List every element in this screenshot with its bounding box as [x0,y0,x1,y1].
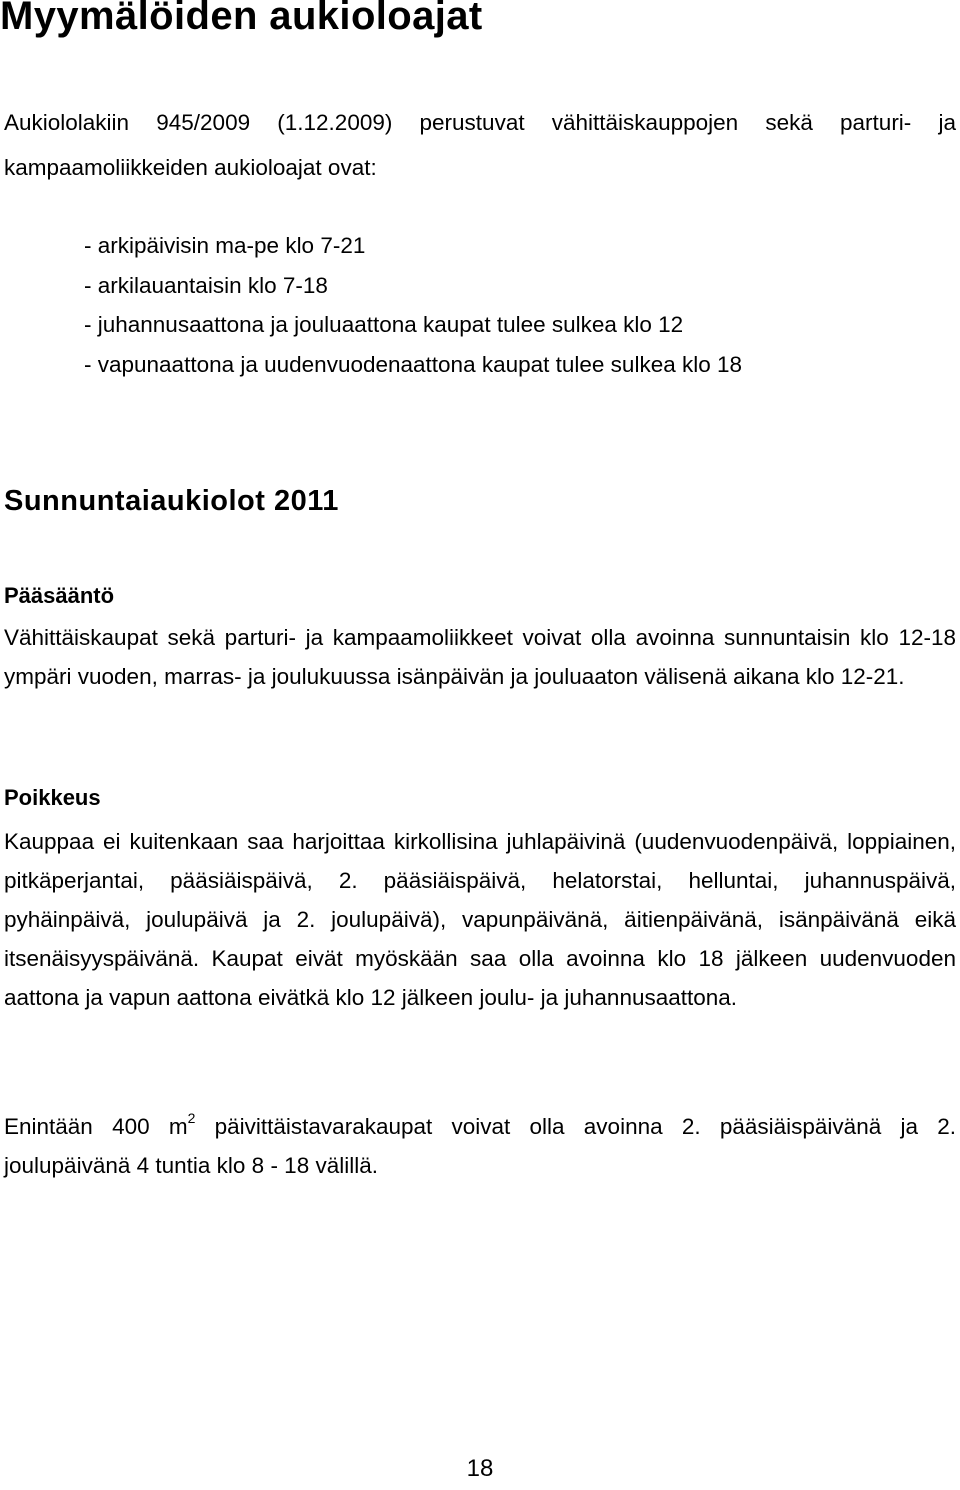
page-title: Myymälöiden aukioloajat [0,0,483,38]
small-store-text-suffix: päivittäistavarakaupat voivat olla avoinna 2. pääsiäispäivänä ja 2. joulupäivänä 4 tuntia klo 8 - 18 välillä. [4,1114,956,1178]
list-item: - arkipäivisin ma-pe klo 7-21 [84,233,366,258]
page-number: 18 [466,1455,494,1482]
intro-paragraph: Aukiololakiin 945/2009 (1.12.2009) perustuvat vähittäiskauppojen sekä parturi- ja kampaamoliikkeiden aukioloajat ovat: [4,110,956,180]
small-store-text-prefix: Enintään 400 m [4,1114,188,1139]
section-heading-sunday-hours: Sunnuntaiaukiolot 2011 [4,485,339,517]
small-store-paragraph [4,1107,956,1185]
list-item: - arkilauantaisin klo 7-18 [84,272,328,298]
subheading-exception: Poikkeus [4,785,101,810]
list-item: - juhannusaattona ja jouluaattona kaupat tulee sulkea klo 12 [84,312,684,337]
subheading-main-rule: Pääsääntö [4,583,115,608]
list-item: - vapunaattona ja uudenvuodenaattona kaupat tulee sulkea klo 18 [84,351,743,377]
opening-hours-list [84,226,742,384]
exception-paragraph: Kauppaa ei kuitenkaan saa harjoittaa kirkollisina juhlapäivinä (uudenvuodenpäivä, loppiainen, pitkäperjantai, pääsiäispäivä, 2. pääsiäispäivä, helatorstai, helluntai, juhannuspäivä, pyhäinpäivä, joulupäivä ja 2. joulupäivä), vapunpäivänä, äitienpäivänä, isänpäivänä eikä itsenäisyyspäivänä. Kaupat eivät myöskään saa olla avoinna klo 18 jälkeen uudenvuoden aattona ja vapun aattona eivätkä klo 12 jälkeen joulu- ja juhannusaattona. [4,829,956,1010]
main-rule-paragraph: Vähittäiskaupat sekä parturi- ja kampaamoliikkeet voivat olla avoinna sunnuntaisin klo 12-18 ympäri vuoden, marras- ja joulukuussa isänpäivän ja jouluaaton välisenä aikana klo 12-21. [4,625,956,689]
square-superscript: 2 [187,1110,196,1126]
